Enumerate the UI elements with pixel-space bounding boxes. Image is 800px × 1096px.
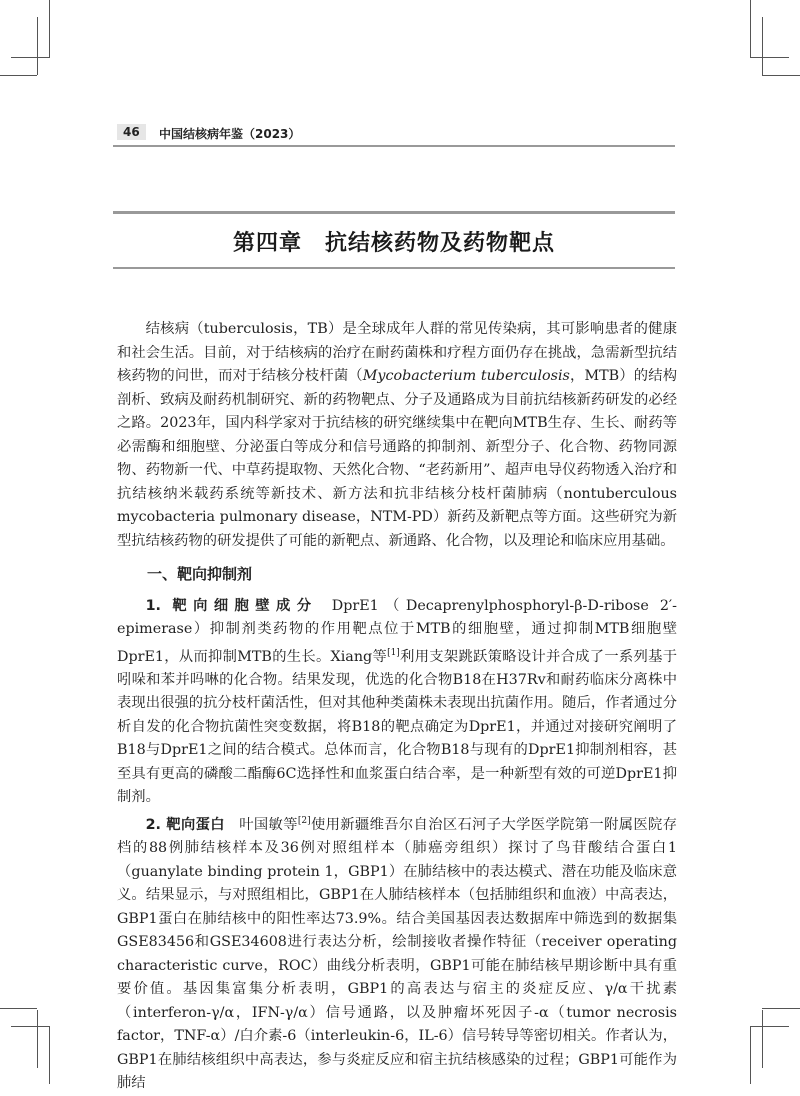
title-bottom-rule bbox=[113, 267, 675, 269]
crop-mark bbox=[49, 0, 50, 58]
intro-paragraph bbox=[117, 318, 677, 553]
crop-mark bbox=[750, 1026, 789, 1027]
text: DprE1（Decaprenylphosphoryl-β-D-ribose 2′-epimerase）抑制剂类药物的作用靶点位于MTB的细胞壁，通过抑制MTB细胞壁DprE1，从而抑制MTB的生长。Xiang等 bbox=[117, 597, 677, 665]
title-top-rule bbox=[113, 211, 675, 214]
item-paragraph bbox=[117, 810, 677, 1096]
crop-mark bbox=[750, 0, 751, 58]
text: 叶国敏等 bbox=[239, 816, 298, 833]
crop-mark bbox=[0, 75, 37, 76]
crop-mark bbox=[11, 57, 49, 58]
crop-mark bbox=[762, 1008, 800, 1009]
crop-mark bbox=[49, 1026, 50, 1084]
page-number: 46 bbox=[117, 124, 146, 140]
text: 利用支架跳跃策略设计并合成了一系列基于吲哚和苯并吗啉的化合物。结果发现，优选的化合物B18在H37Rv和耐药临床分离株中表现出很强的抗分枝杆菌活性，但对其他种类菌株未表现出抗菌作用。随后，作者通过分析自发的化合物抗菌性突变数据，将B18的靶点确定为DprE1，并通过对接研究阐明了B18与DprE1之间的结合模式。总体而言，化合物B18与现有的DprE1抑制剂相容，甚至具有更高的磷酸二酯酶6C选择性和血浆蛋白结合率，是一种新型有效的可逆DprE1抑制剂。 bbox=[117, 648, 677, 806]
crop-mark bbox=[750, 57, 789, 58]
crop-mark bbox=[37, 1010, 38, 1068]
text: ，MTB）的结构剖析、致病及耐药机制研究、新的药物靶点、分子及通路成为目前抗结核新药研发的必经之路。2023年，国内科学家对于抗结核的研究继续集中在靶向MTB生存、生长、耐药等必需酶和细胞壁、分泌蛋白等成分和信号通路的抑制剂、新型分子、化合物、药物同源物、药物新一代、中草药提取物、天然化合物、“老药新用”、超声电导仪药物透入治疗和抗结核纳米载药系统等新技术、新方法和抗非结核分枝杆菌肺病（nontuberculous mycobacteria pulmonary disease，NTM-PD）新药及新靶点等方面。这些研究为新型抗结核药物的研发提供了可能的新靶点、新通路、化合物，以及理论和临床应用基础。 bbox=[117, 368, 678, 549]
crop-mark bbox=[37, 17, 38, 75]
running-title: 中国结核病年鉴（2023） bbox=[159, 127, 301, 141]
crop-mark bbox=[762, 17, 763, 75]
crop-mark bbox=[762, 1010, 763, 1068]
crop-mark bbox=[750, 1026, 751, 1084]
text: 结核病（tuberculosis，TB）是全球成年人群的常见传染病，其可影响患者的健康和社会生活。目前，对于结核病的治疗在耐药菌株和疗程方面仍存在挑战，急需新型抗结核药物的问世，而对于结核分枝杆菌（ bbox=[117, 321, 677, 384]
text: 使用新疆维吾尔自治区石河子大学医学院第一附属医院存档的88例肺结核样本及36例对照组样本（肺癌旁组织）探讨了鸟苷酸结合蛋白1（guanylate binding protein 1，GBP1）在肺结核中的表达模式、潜在功能及临床意义。结果显示，与对照组相比，GBP1在人肺结核样本（包括肺组织和血液）中高表达，GBP1蛋白在肺结核中的阳性率达73.9%。结合美国基因表达数据库中筛选到的数据集GSE83456和GSE34608进行表达分析，绘制接收者操作特征（receiver operating characteristic curve，ROC）曲线分析表明，GBP1可能在肺结核早期诊断中具有重要价值。基因集富集分析表明，GBP1的高表达与宿主的炎症反应、γ/α干扰素（interferon-γ/α，IFN-γ/α）信号通路，以及肿瘤坏死因子-α（tumor necrosis factor，TNF-α）/白介素-6（interleukin-6，IL-6）信号转导等密切相关。作者认为，GBP1在肺结核组织中高表达，参与炎症反应和宿主抗结核感染的过程；GBP1可能作为肺结 bbox=[117, 816, 678, 1092]
chapter-title: 第四章 抗结核药物及药物靶点 bbox=[232, 231, 555, 256]
section-heading: 一、靶向抑制剂 bbox=[147, 565, 253, 583]
citation-ref[interactable]: [2] bbox=[297, 815, 311, 826]
crop-mark bbox=[762, 75, 800, 76]
header-rule bbox=[113, 145, 675, 147]
item-heading: 2. 靶向蛋白 bbox=[145, 816, 225, 833]
running-header bbox=[117, 122, 677, 144]
body-text bbox=[117, 318, 677, 1096]
citation-ref[interactable]: [1] bbox=[387, 647, 400, 658]
crop-mark bbox=[11, 1026, 49, 1027]
species-name: Mycobacterium tuberculosis bbox=[362, 368, 570, 384]
item-paragraph bbox=[117, 595, 677, 810]
crop-mark bbox=[0, 1008, 37, 1009]
item-heading: 1. 靶向细胞壁成分 bbox=[145, 597, 318, 614]
